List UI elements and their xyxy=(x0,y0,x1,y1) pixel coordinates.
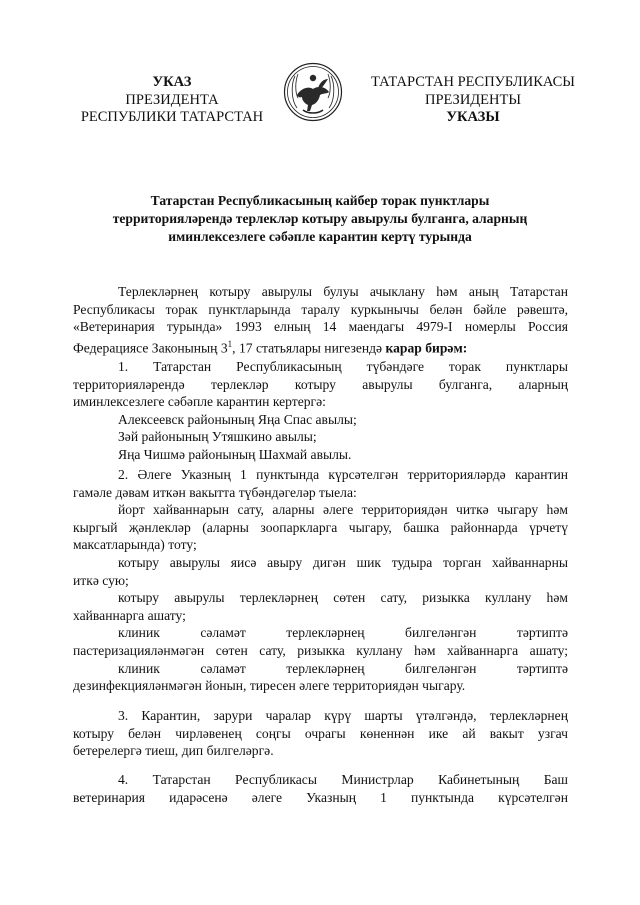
intro-line-1: Терлекләрнең котыру авырулы булуы ачыклану һәм аның Татарстан xyxy=(118,284,568,299)
intro-line-4 xyxy=(73,336,568,357)
header-left-line-1: УКАЗ xyxy=(152,74,192,90)
clause-2-line-4: кыргый җәнлекләр (аларны зоопаркларга чыгару, башка районнарда үрчетү xyxy=(73,519,568,535)
clause-1-line-1: 1. Татарстан Республикасының түбәндәге торак пунктлары xyxy=(118,359,568,374)
clause-1-village-3: Яңа Чишмә районының Шахмай авылы. xyxy=(118,446,352,462)
clause-2-line-6: котыру авырулы яисә авыру дигән шик тудыра торган хайваннарны xyxy=(118,554,568,570)
clause-2-line-5: максатларында) тоту; xyxy=(73,537,197,553)
clause-3-line-2: котыру белән чирләвенең соңгы очрагы көненнән ике ай вакыт узгач xyxy=(73,725,568,741)
header-left-line-3: РЕСПУБЛИКИ ТАТАРСТАН xyxy=(80,109,264,125)
clause-2-line-13: дезинфекцияләнмәгән йонын, тиресен әлеге территориядән чыгару. xyxy=(73,678,466,694)
clause-3 xyxy=(73,707,568,760)
document-title xyxy=(80,192,560,246)
clause-1-village-1: Алексеевск районының Яңа Спас авылы; xyxy=(118,411,357,427)
intro-line-4-mid: , 17 статьялары нигезендә xyxy=(232,340,383,356)
header-right-line-3: УКАЗЫ xyxy=(446,109,500,125)
clause-1-line-2: территорияләрендә терлекләр котыру авырулы булганга, аларның xyxy=(73,376,568,392)
clause-1 xyxy=(73,358,568,464)
intro-line-4-text: Федерациясе Законының 3 xyxy=(73,340,228,356)
clause-3-line-3: бетерелергә тиеш, дип билгеләргә. xyxy=(73,743,274,759)
clause-1-line-3: иминлексезлеге сәбәпле карантин кертергә: xyxy=(73,394,326,410)
clause-2-line-7: иткә сую; xyxy=(73,572,129,588)
clause-2-line-12: клиник сәламәт терлекләрнең билгеләнгән тәртиптә xyxy=(118,660,568,676)
clause-2 xyxy=(73,466,568,695)
clause-2-line-1: 2. Әлеге Указның 1 пунктында күрсәтелгән территорияләрдә карантин xyxy=(118,467,568,482)
intro-paragraph xyxy=(73,283,568,357)
clause-2-line-11: пастеризацияләнмәгән сөтен сату, ризыкка куллану һәм хайваннарга ашату; xyxy=(73,642,568,658)
header-right-tatar xyxy=(358,74,588,127)
clause-4-line-2: ветеринария идарәсенә әлеге Указның 1 пунктында күрсәтелгән xyxy=(73,789,568,805)
clause-2-line-2: гамәле дәвам иткән вакытта түбәндәгеләр тыела: xyxy=(73,484,357,500)
intro-line-3: «Ветеринария турында» 1993 елның 14 маендагы 4979-I номерлы Россия xyxy=(73,319,568,335)
clause-4 xyxy=(73,771,568,806)
clause-2-line-9: хайваннарга ашату; xyxy=(73,607,186,623)
intro-line-2: Республикасы торак пунктларында таралу куркынычы белән бәйле рәвештә, xyxy=(73,301,568,317)
clause-3-line-1: 3. Карантин, зарури чаралар күрү шарты үтәлгәндә, терлекләрнең xyxy=(118,708,568,723)
intro-decree-phrase: карар бирәм: xyxy=(385,340,468,356)
header-left-line-2: ПРЕЗИДЕНТА xyxy=(125,91,219,108)
header-right-line-1: ТАТАРСТАН РЕСПУБЛИКАСЫ xyxy=(371,74,575,90)
title-line-1: Татарстан Республикасының кайбер торак пунктлары xyxy=(150,193,490,208)
clause-2-line-10: клиник сәламәт терлекләрнең билгеләнгән тәртиптә xyxy=(118,625,568,641)
intro-superscript: 1 xyxy=(227,338,233,349)
coat-of-arms-emblem-icon xyxy=(283,62,343,122)
clause-2-line-3: йорт хайваннарын сату, аларны әлеге территориядән читкә чыгару һәм xyxy=(118,502,568,518)
clause-2-line-8: котыру авырулы терлекләрнең сөтен сату, ризыкка куллану һәм xyxy=(118,590,568,606)
clause-1-village-2: Зәй районының Утяшкино авылы; xyxy=(118,429,317,445)
header-left-russian xyxy=(72,74,272,127)
header-right-line-2: ПРЕЗИДЕНТЫ xyxy=(424,91,522,108)
clause-4-line-1: 4. Татарстан Республикасы Министрлар Кабинетының Баш xyxy=(118,772,568,787)
title-line-3: иминлексезлеге сәбәпле карантин кертү турында xyxy=(168,229,472,244)
title-line-2: территорияләрендә терлекләр котыру авырулы булганга, аларның xyxy=(112,211,528,226)
